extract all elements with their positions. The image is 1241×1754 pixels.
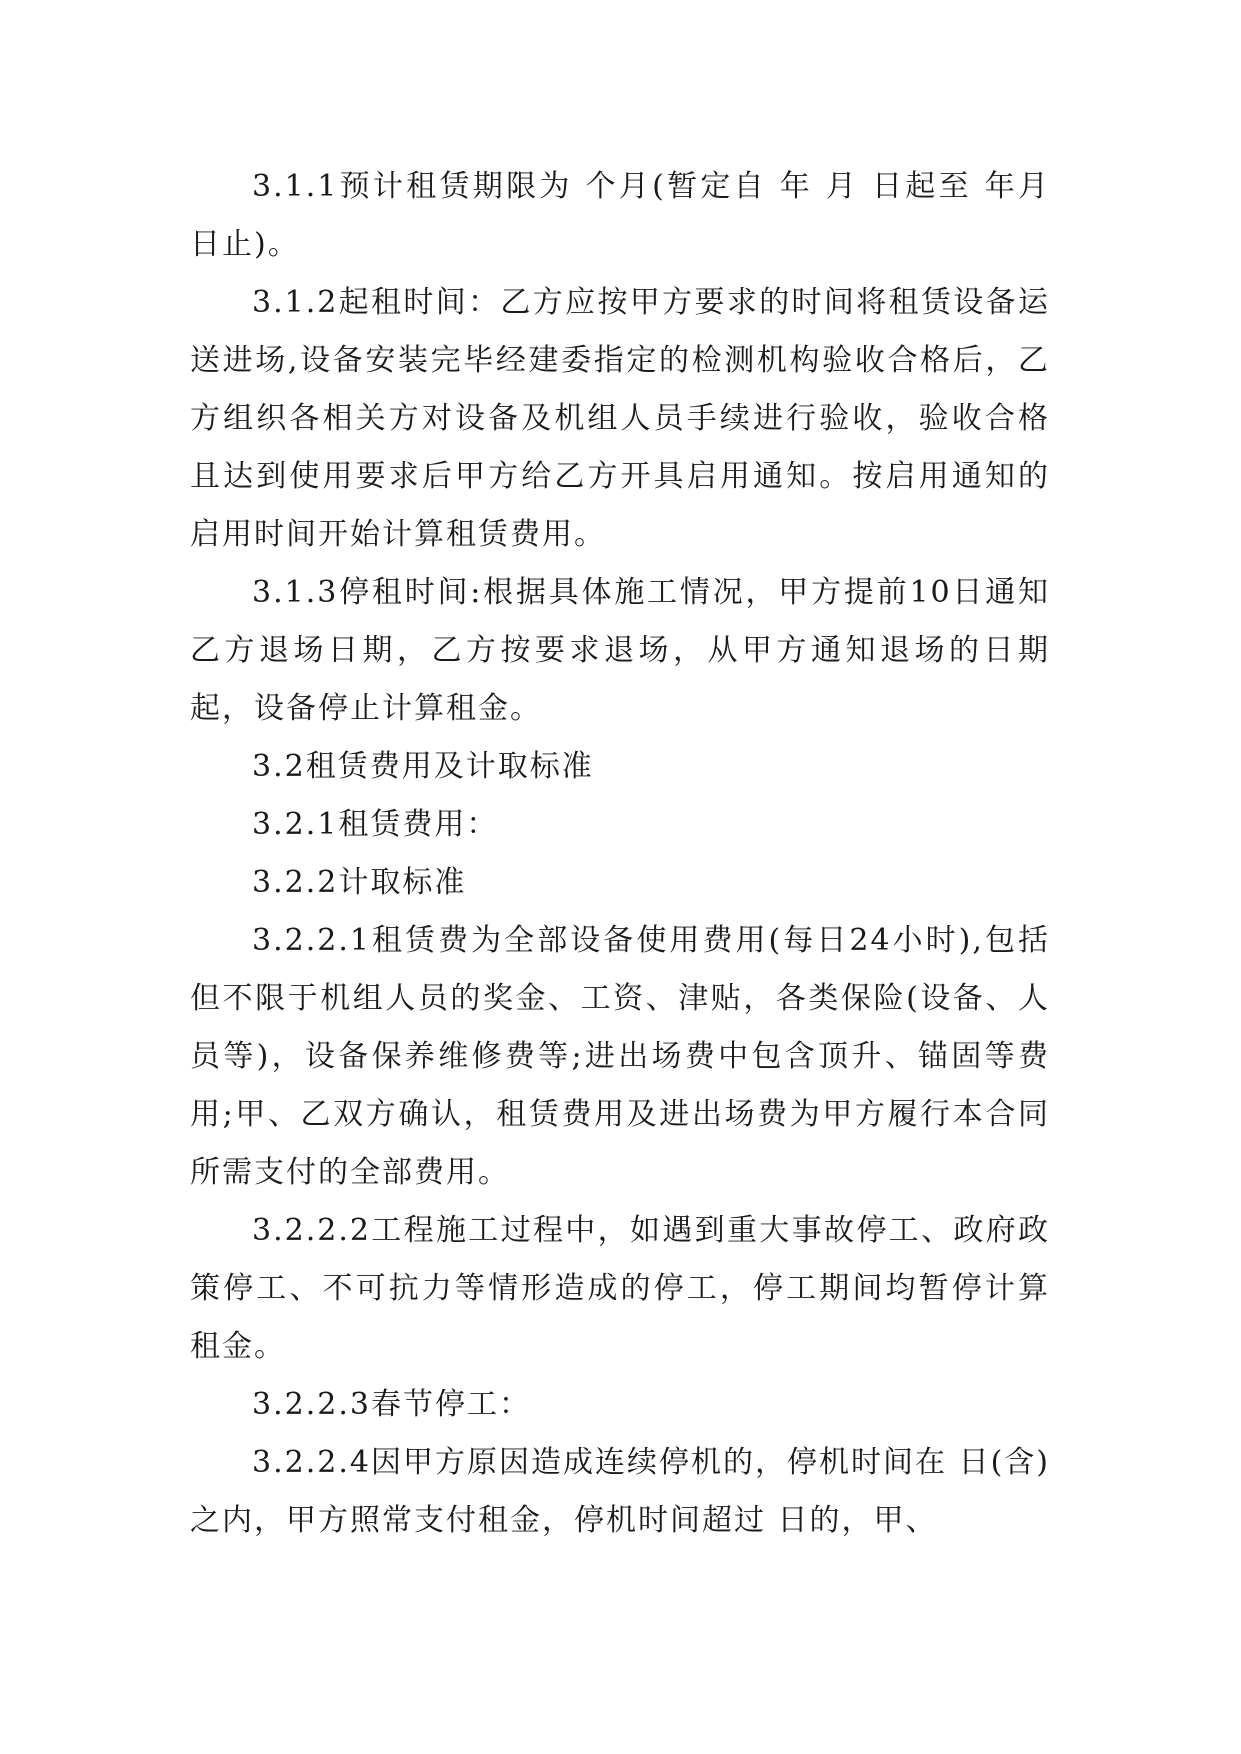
document-body [190,158,1050,1550]
paragraph-3-2-2-2: 3.2.2.2工程施工过程中，如遇到重大事故停工、政府政策停工、不可抗力等情形造成的停工，停工期间均暂停计算租金。 [190,1213,1050,1364]
paragraph-3-2-2-3: 3.2.2.3春节停工： [252,1387,531,1422]
paragraph-3-2-2-1: 3.2.2.1租赁费为全部设备使用费用(每日24小时),包括但不限于机组人员的奖金、工资、津贴，各类保险(设备、人员等)，设备保养维修费等;进出场费中包含顶升、锚固等费用;甲、乙双方确认，租赁费用及进出场费为甲方履行本合同所需支付的全部费用。 [190,923,1050,1190]
paragraph-3-2: 3.2租赁费用及计取标准 [252,749,594,784]
paragraph-3-2-2: 3.2.2计取标准 [252,865,467,900]
paragraph-3-2-2-4: 3.2.2.4因甲方原因造成连续停机的，停机时间在 日(含)之内，甲方照常支付租金，停机时间超过 日的，甲、 [190,1445,1050,1538]
paragraph-3-1-1: 3.1.1预计租赁期限为 个月(暂定自 年 月 日起至 年月 日止)。 [190,169,1050,262]
paragraph-3-1-3: 3.1.3停租时间:根据具体施工情况，甲方提前10日通知乙方退场日期，乙方按要求退场，从甲方通知退场的日期起，设备停止计算租金。 [190,575,1050,726]
paragraph-3-2-1: 3.2.1租赁费用： [252,807,499,842]
paragraph-3-1-2: 3.1.2起租时间：乙方应按甲方要求的时间将租赁设备运送进场,设备安装完毕经建委指定的检测机构验收合格后，乙方组织各相关方对设备及机组人员手续进行验收，验收合格且达到使用要求后甲方给乙方开具启用通知。按启用通知的启用时间开始计算租赁费用。 [190,285,1050,552]
